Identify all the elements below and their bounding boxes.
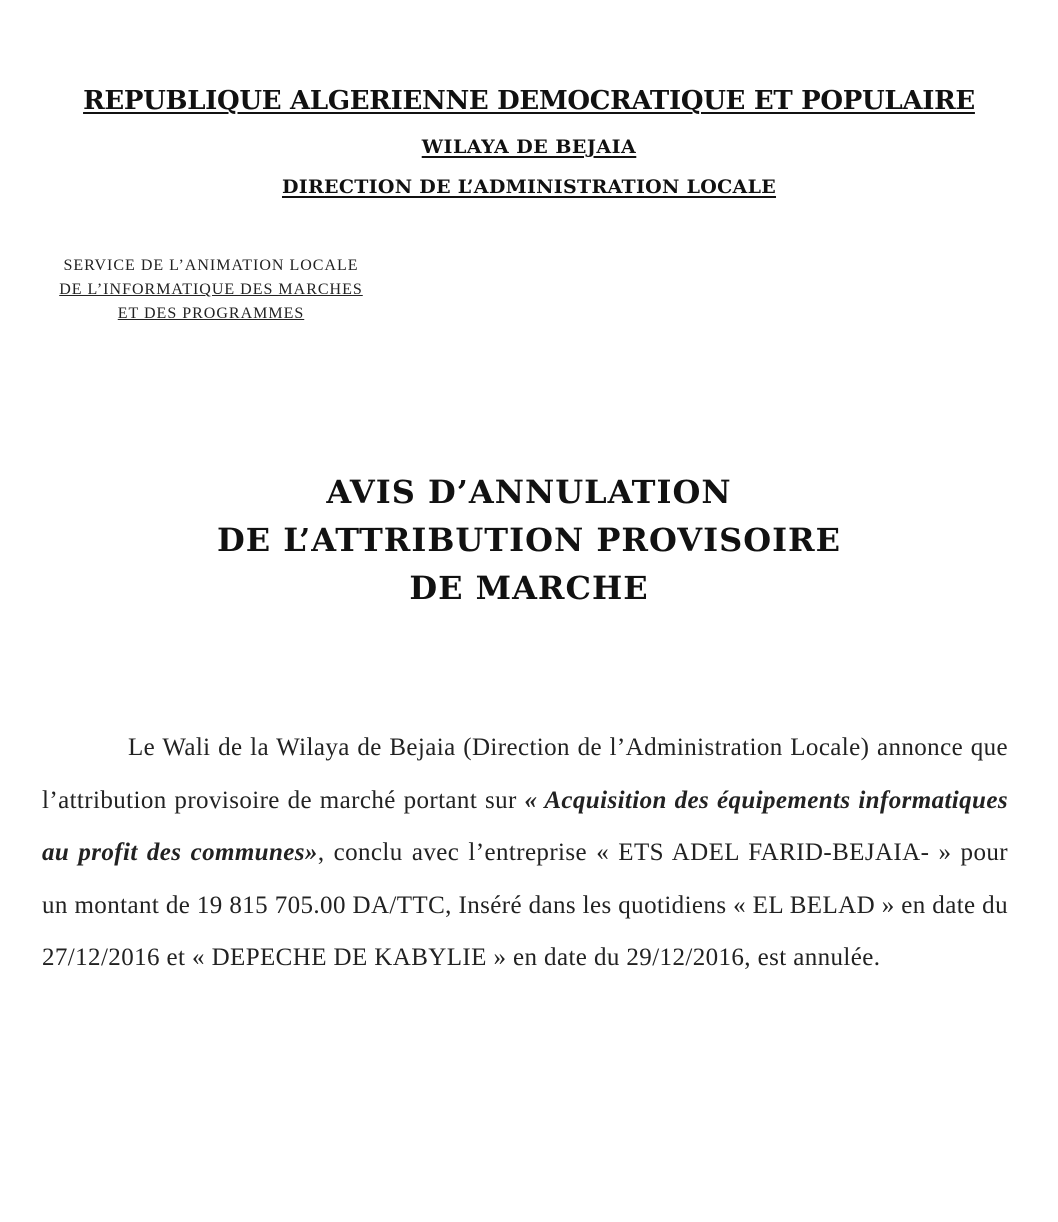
service-line-3: ET DES PROGRAMMES [117, 305, 305, 322]
service-block [16, 254, 406, 326]
header-republic: REPUBLIQUE ALGERIENNE DEMOCRATIQUE ET POPULAIRE [83, 86, 975, 116]
title-line-1: AVIS D’ANNULATION [326, 473, 732, 511]
body-part-2: , conclu avec l’entreprise « ETS ADEL FARID-BEJAIA- » pour un montant de 19 815 705.00 DA/TTC, Inséré dans les quotidiens « EL BELAD » en date du 27/12/2016 et « DEPECHE DE KABYLIE » en date du 29/12/2016, est annulée. [42, 839, 1008, 971]
project-name: « Acquisition des équipements informatiques au profit des communes» [42, 786, 1008, 866]
notice-body [42, 722, 1008, 985]
service-line-2: DE L’INFORMATIQUE DES MARCHES [59, 281, 363, 298]
title-line-3: DE MARCHE [409, 569, 649, 607]
service-line-1: SERVICE DE L’ANIMATION LOCALE [63, 257, 359, 274]
header-direction: DIRECTION DE L’ADMINISTRATION LOCALE [281, 176, 777, 198]
header-wilaya: WILAYA DE BEJAIA [421, 136, 637, 158]
title-line-2: DE L’ATTRIBUTION PROVISOIRE [216, 521, 842, 559]
body-part-1: Le Wali de la Wilaya de Bejaia (Direction de l’Administration Locale) annonce que l’attribution provisoire de marché portant sur [42, 734, 1008, 814]
